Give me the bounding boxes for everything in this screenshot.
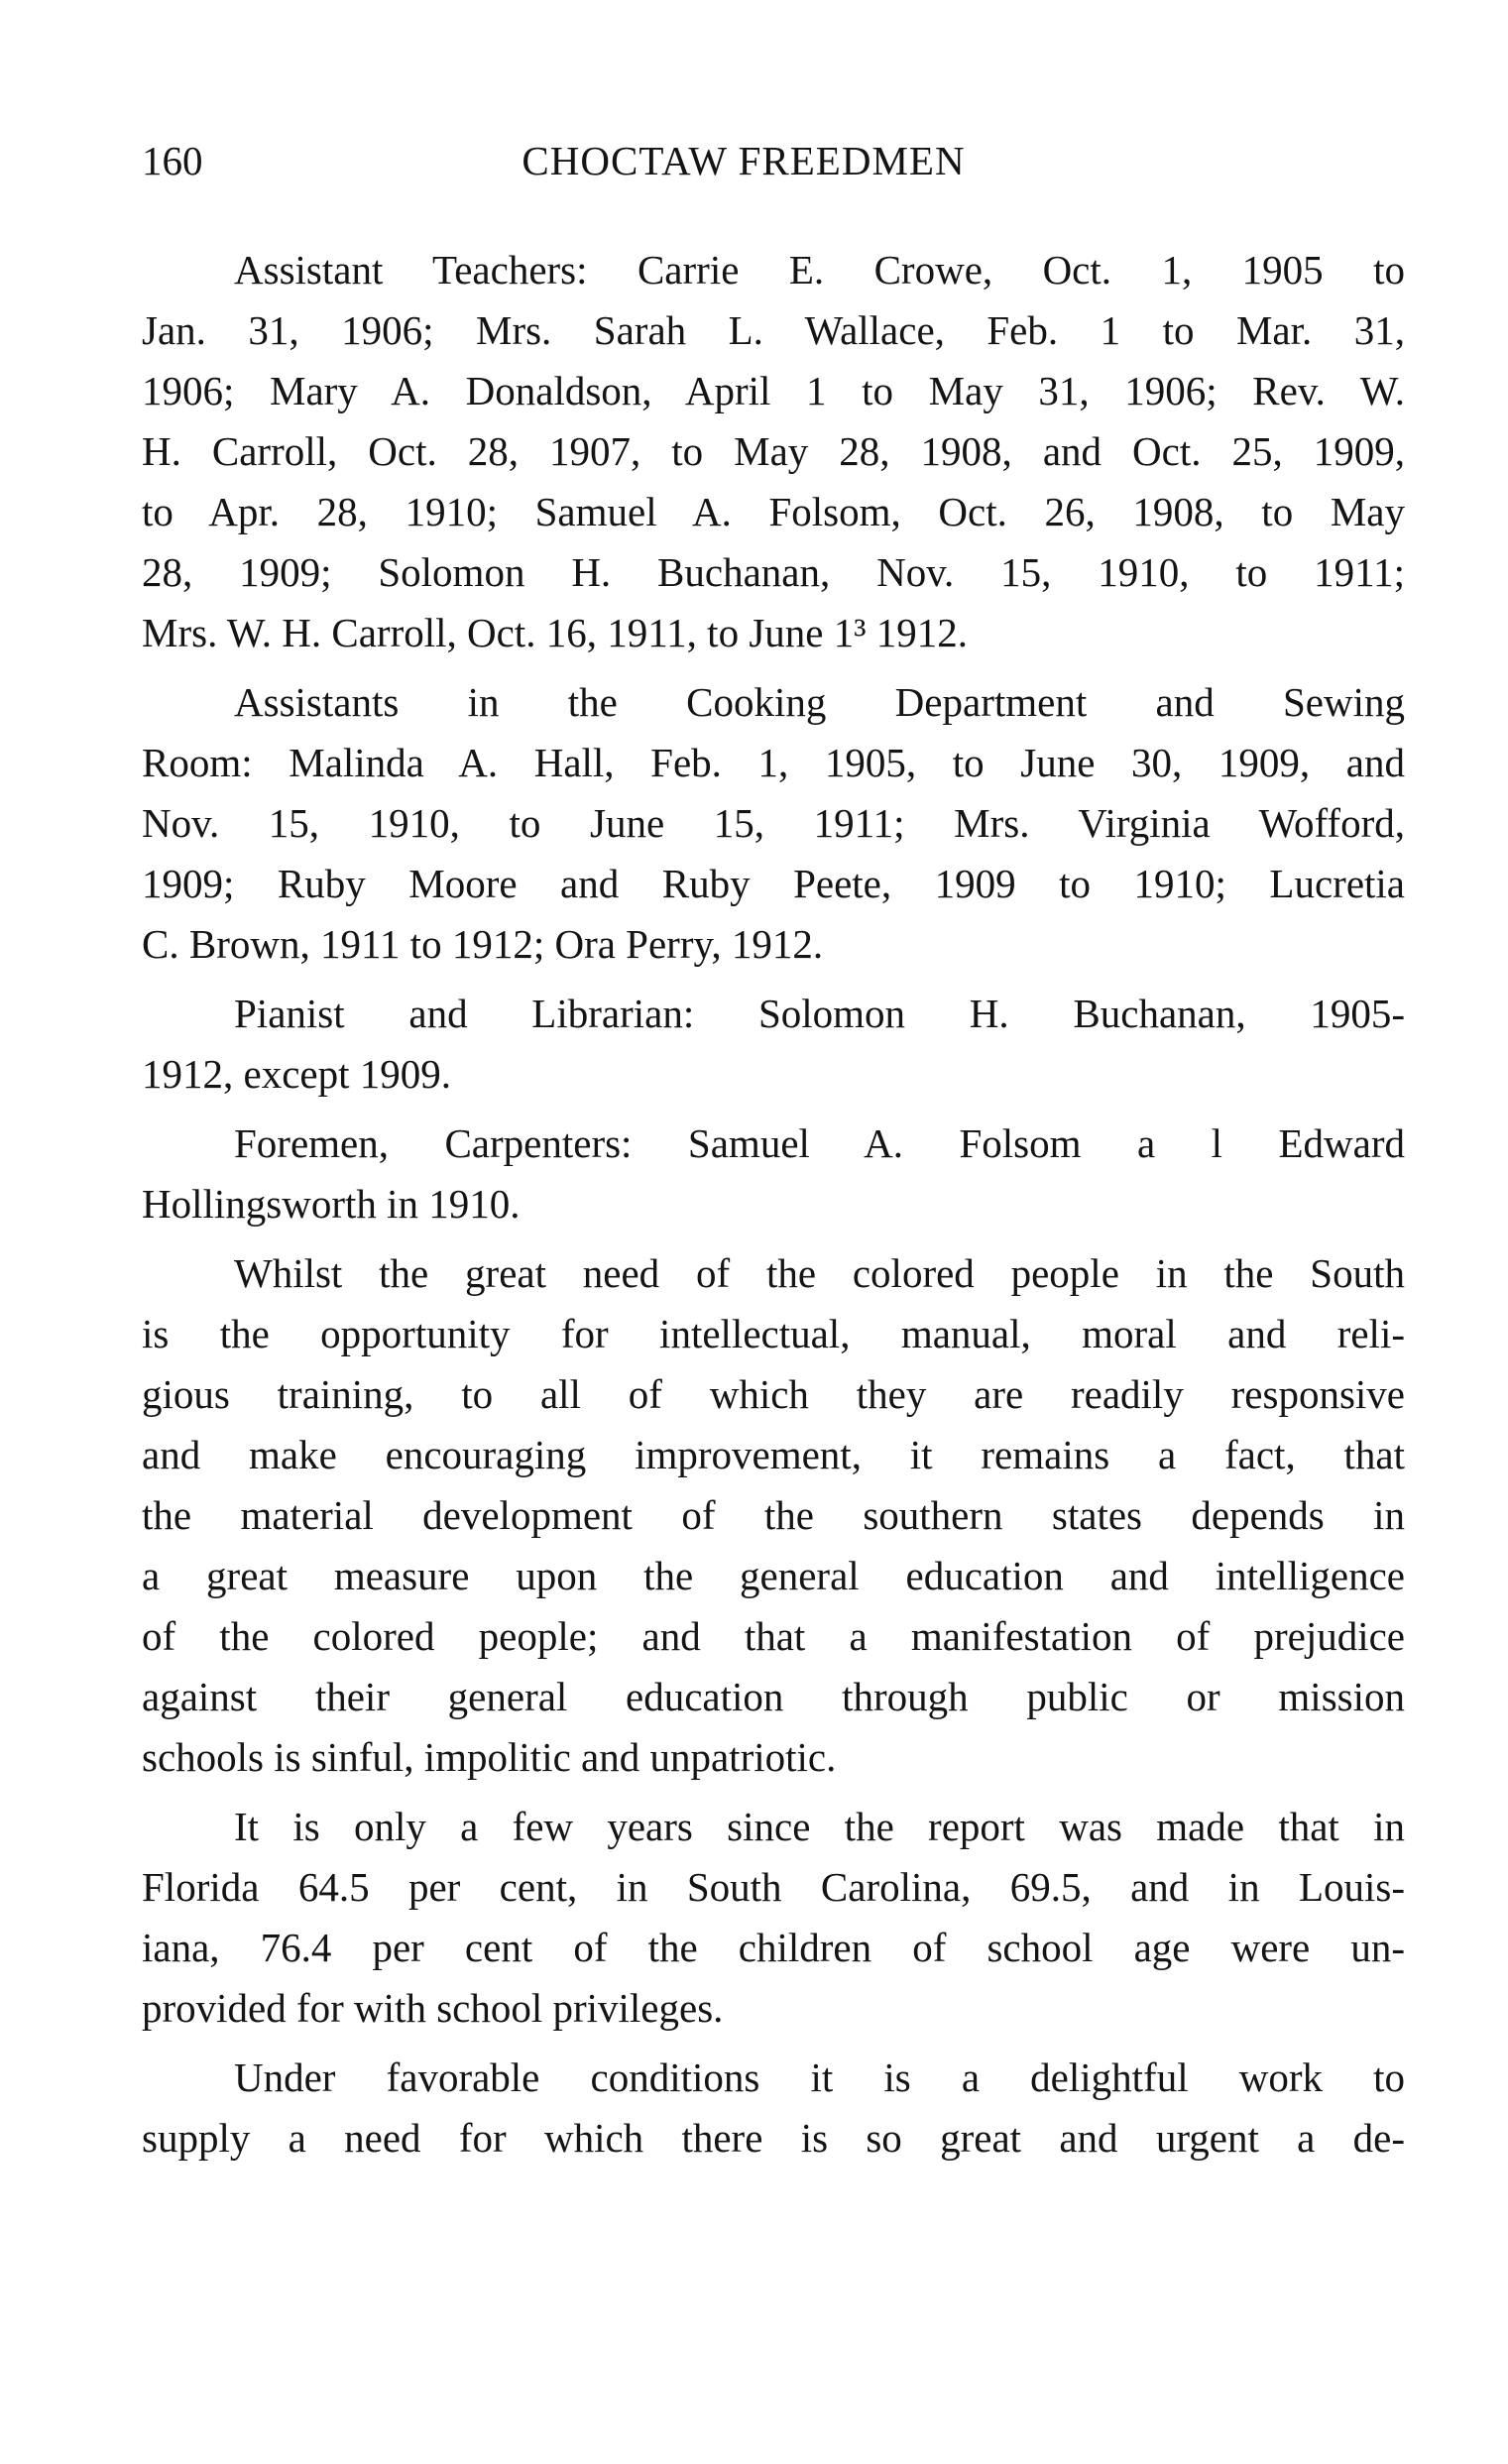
text-line: of the colored people; and that a manifestation of prejudice [142,1613,1405,1659]
text-line: iana, 76.4 per cent of the children of school age were un- [142,1925,1405,1970]
text-line: and make encouraging improvement, it remains a fact, that [142,1432,1405,1477]
text-line: 1906; Mary A. Donaldson, April 1 to May 31, 1906; Rev. W. [142,368,1405,413]
text-line: Mrs. W. H. Carroll, Oct. 16, 1911, to June 1³ 1912. [142,610,969,655]
text-line: Jan. 31, 1906; Mrs. Sarah L. Wallace, Feb. 1 to Mar. 31, [142,307,1405,353]
text-line: gious training, to all of which they are readily responsive [142,1371,1405,1417]
text-line: Hollingsworth in 1910. [142,1181,521,1227]
text-line: 28, 1909; Solomon H. Buchanan, Nov. 15, 1910, to 1911; [142,549,1405,595]
text-line: Assistant Teachers: Carrie E. Crowe, Oct. 1, 1905 to [234,247,1405,293]
paragraph [142,984,1405,1105]
text-line: C. Brown, 1911 to 1912; Ora Perry, 1912. [142,921,824,967]
text-line: to Apr. 28, 1910; Samuel A. Folsom, Oct. 26, 1908, to May [142,489,1405,534]
paragraph [142,2048,1405,2169]
text-line: a great measure upon the general education and intelligence [142,1553,1405,1598]
paragraph [142,672,1405,975]
text-line: against their general education through public or mission [142,1674,1405,1719]
text-line: It is only a few years since the report was made that in [234,1804,1405,1849]
paragraph [142,240,1405,663]
text-line: Whilst the great need of the colored people in the South [234,1250,1405,1296]
paragraph [142,1114,1405,1234]
text-line: Nov. 15, 1910, to June 15, 1911; Mrs. Virginia Wofford, [142,800,1405,846]
text-line: the material development of the southern states depends in [142,1492,1405,1538]
text-line: Under favorable conditions it is a delightful work to [234,2054,1405,2100]
text-line: provided for with school privileges. [142,1985,724,2031]
page-number: 160 [142,138,203,183]
text-line: Room: Malinda A. Hall, Feb. 1, 1905, to June 30, 1909, and [142,740,1405,785]
page-header [142,137,1405,196]
text-line: Assistants in the Cooking Department and Sewing [234,679,1405,725]
text-line: supply a need for which there is so great and urgent a de- [142,2115,1405,2161]
text-line: 1912, except 1909. [142,1051,451,1097]
text-line: schools is sinful, impolitic and unpatriotic. [142,1734,837,1780]
text-line: is the opportunity for intellectual, manual, moral and reli- [142,1311,1405,1356]
paragraph [142,1797,1405,2039]
paragraph [142,1243,1405,1788]
text-line: Pianist and Librarian: Solomon H. Buchanan, 1905- [234,991,1405,1036]
running-title: CHOCTAW FREEDMEN [522,138,966,183]
text-line: Florida 64.5 per cent, in South Carolina, 69.5, and in Louis- [142,1864,1405,1910]
text-line: 1909; Ruby Moore and Ruby Peete, 1909 to 1910; Lucretia [142,861,1405,906]
body-text [142,240,1405,2177]
text-line: H. Carroll, Oct. 28, 1907, to May 28, 1908, and Oct. 25, 1909, [142,428,1405,474]
text-line: Foremen, Carpenters: Samuel A. Folsom a l Edward [234,1120,1405,1166]
